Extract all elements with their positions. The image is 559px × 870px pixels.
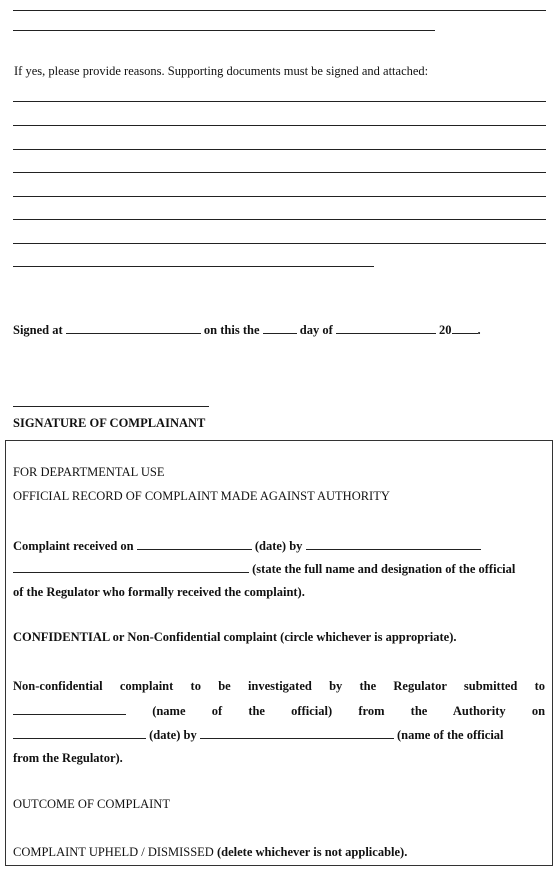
reason-line[interactable] — [13, 243, 546, 244]
year-prefix: 20 — [439, 323, 452, 337]
word: be — [218, 679, 231, 693]
word: to — [190, 679, 201, 693]
word: Regulator — [393, 679, 447, 693]
signed-at-line — [13, 322, 481, 338]
reason-line[interactable] — [13, 101, 546, 102]
nonconf-regulator-field[interactable] — [200, 727, 394, 739]
year-field[interactable] — [452, 322, 478, 334]
word: (name — [152, 704, 186, 718]
official-name-line — [13, 561, 515, 577]
day-field[interactable] — [263, 322, 297, 334]
word: Authority — [452, 704, 506, 718]
reason-line[interactable] — [13, 125, 546, 126]
date-by-label: (date) by — [254, 539, 303, 553]
date-by-label-2: (date) by — [149, 728, 197, 742]
reasons-prompt: If yes, please provide reasons. Supporting documents must be signed and attached: — [14, 64, 429, 78]
word: the — [410, 704, 428, 718]
word: the — [248, 704, 265, 718]
outcome-heading: OUTCOME OF COMPLAINT — [13, 797, 170, 811]
confidential-line: CONFIDENTIAL or Non-Confidential complaint (circle whichever is appropriate). — [13, 630, 457, 644]
word: of — [211, 704, 223, 718]
reason-line[interactable] — [13, 219, 546, 220]
nonconf-date-field[interactable] — [13, 727, 146, 739]
word: from — [358, 704, 385, 718]
reason-line[interactable] — [13, 266, 374, 267]
of-regulator-line: of the Regulator who formally received the complaint). — [13, 585, 305, 599]
reason-line[interactable] — [13, 196, 546, 197]
from-regulator-line: from the Regulator). — [13, 751, 123, 765]
word: on — [531, 704, 546, 718]
place-field[interactable] — [66, 322, 201, 334]
signature-label: SIGNATURE OF COMPLAINANT — [13, 416, 206, 430]
nonconf-official-field[interactable] — [13, 703, 126, 715]
signed-at-label: Signed at — [13, 323, 63, 337]
word: investigated — [247, 679, 312, 693]
upheld-dismissed-label: COMPLAINT UPHELD / DISMISSED — [13, 845, 214, 859]
name-official-label: (name of the official — [396, 728, 504, 742]
received-line — [13, 538, 481, 554]
upheld-line — [13, 845, 407, 860]
word: to — [534, 679, 546, 693]
word: submitted — [463, 679, 518, 693]
period: . — [477, 323, 481, 337]
received-by-field[interactable] — [306, 538, 481, 550]
month-field[interactable] — [336, 322, 436, 334]
nonconf-line-3 — [13, 727, 504, 743]
day-of-label: day of — [299, 323, 333, 337]
received-date-field[interactable] — [137, 538, 252, 550]
answer-line[interactable] — [13, 30, 435, 31]
signature-line[interactable] — [13, 406, 209, 407]
delete-note: (delete whichever is not applicable). — [216, 845, 408, 859]
reason-line[interactable] — [13, 172, 546, 173]
departmental-heading: FOR DEPARTMENTAL USE — [13, 465, 165, 479]
nonconf-line-1 — [13, 679, 545, 694]
state-full-name-label: (state the full name and designation of the official — [252, 562, 516, 576]
nonconf-line-2 — [13, 703, 545, 719]
word: complaint — [119, 679, 174, 693]
word: by — [329, 679, 343, 693]
on-this-the-label: on this the — [203, 323, 260, 337]
official-name-field[interactable] — [13, 561, 249, 573]
word: the — [359, 679, 377, 693]
official-record-heading: OFFICIAL RECORD OF COMPLAINT MADE AGAINST AUTHORITY — [13, 489, 390, 503]
received-on-label: Complaint received on — [13, 539, 134, 553]
reason-line[interactable] — [13, 149, 546, 150]
word: Non-confidential — [13, 679, 103, 693]
answer-line[interactable] — [13, 10, 546, 11]
word: official) — [291, 704, 333, 718]
